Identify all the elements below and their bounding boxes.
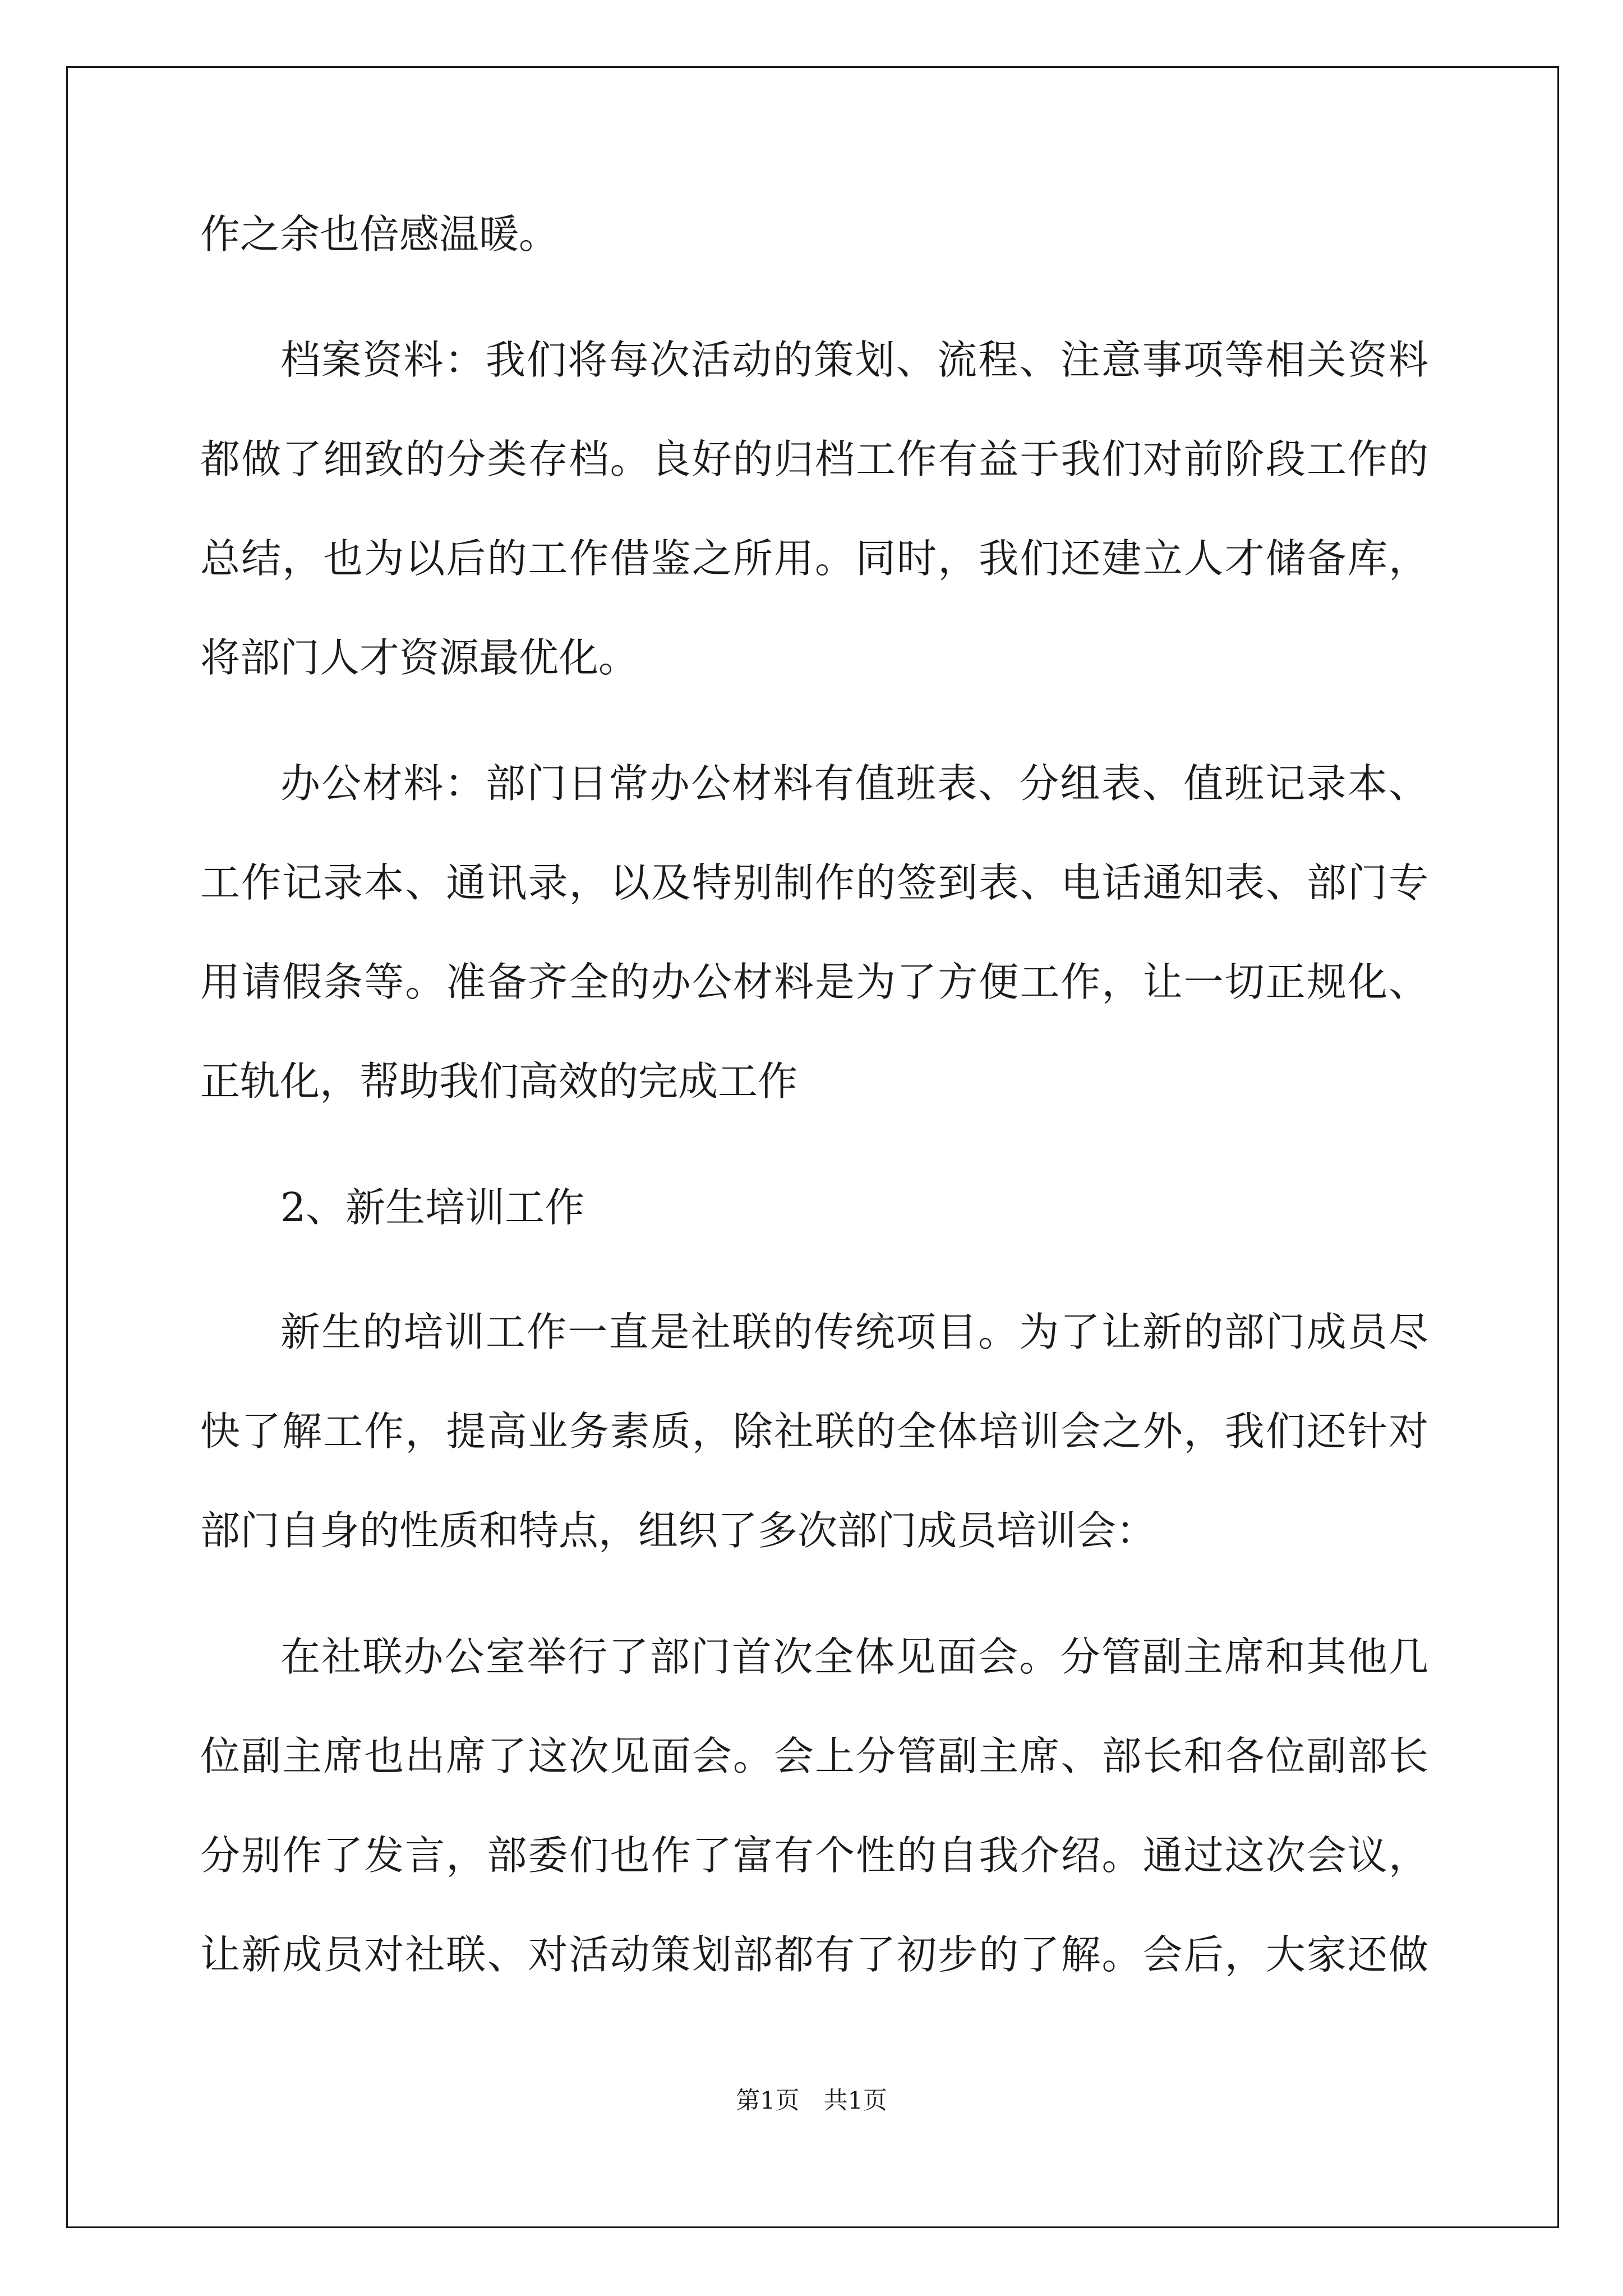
text-line: 工作记录本、通讯录，以及特别制作的签到表、电话通知表、部门专: [200, 859, 1428, 906]
text-line: 新生的培训工作一直是社联的传统项目。为了让新的部门成员尽: [280, 1309, 1428, 1355]
text-line: 将部门人才资源最优化。: [200, 634, 639, 681]
text-line: 都做了细致的分类存档。良好的归档工作有益于我们对前阶段工作的: [200, 436, 1428, 482]
text-line: 位副主席也出席了这次见面会。会上分管副主席、部长和各位副部长: [200, 1733, 1428, 1779]
text-line: 用请假条等。准备齐全的办公材料是为了方便工作，让一切正规化、: [200, 959, 1428, 1005]
text-line: 快了解工作，提高业务素质，除社联的全体培训会之外，我们还针对: [200, 1408, 1428, 1455]
text-line: 部门自身的性质和特点，组织了多次部门成员培训会：: [200, 1507, 1156, 1554]
text-line: 在社联办公室举行了部门首次全体见面会。分管副主席和其他几: [280, 1634, 1428, 1680]
text-line: 让新成员对社联、对活动策划部都有了初步的了解。会后，大家还做: [200, 1931, 1428, 1978]
text-line: 正轨化，帮助我们高效的完成工作: [200, 1058, 798, 1105]
text-line: 分别作了发言，部委们也作了富有个性的自我介绍。通过这次会议，: [200, 1832, 1428, 1879]
page-border: [66, 66, 1559, 2228]
section-heading: 2、新生培训工作: [280, 1184, 585, 1231]
text-line: 总结，也为以后的工作借鉴之所用。同时，我们还建立人才储备库，: [200, 535, 1428, 582]
text-line: 办公材料：部门日常办公材料有值班表、分组表、值班记录本、: [280, 760, 1428, 807]
text-line: 作之余也倍感温暖。: [200, 211, 559, 257]
text-line: 档案资料：我们将每次活动的策划、流程、注意事项等相关资料: [280, 337, 1428, 383]
page-footer: 第1页 共1页: [736, 2087, 887, 2115]
